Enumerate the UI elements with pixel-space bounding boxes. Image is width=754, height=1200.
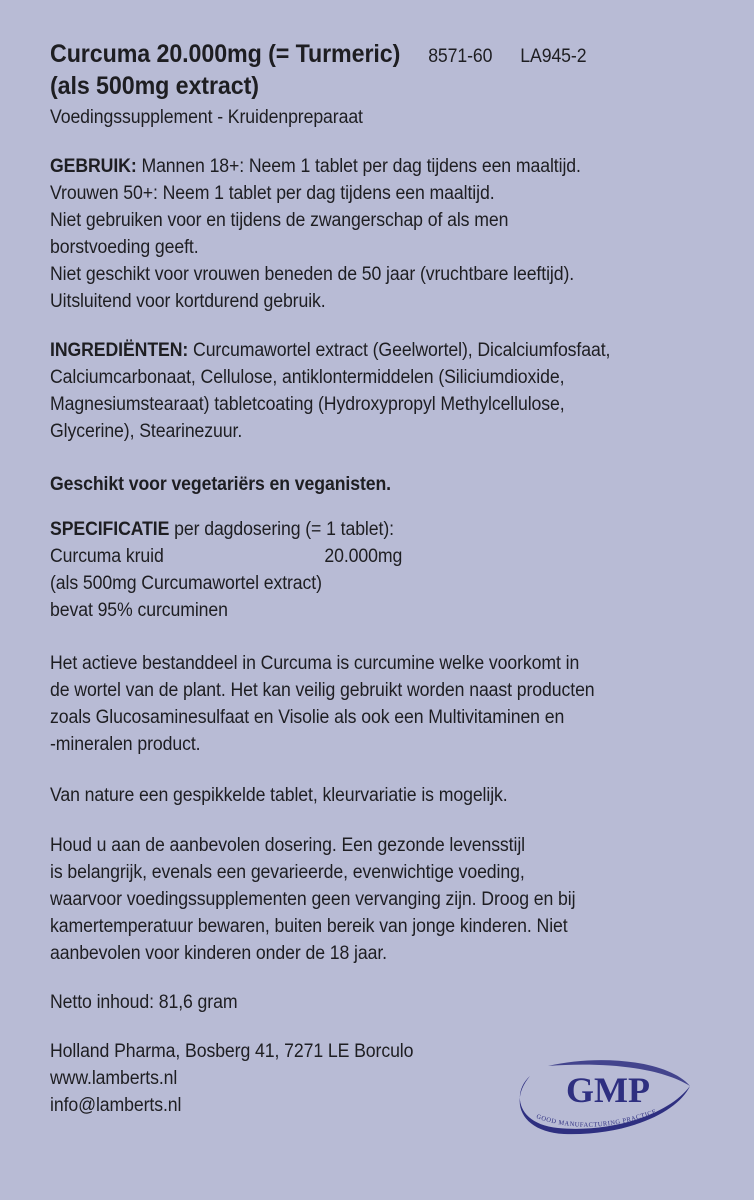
- description-line: Het actieve bestanddeel in Curcuma is curcumine welke voorkomt in: [50, 653, 580, 674]
- batch-code: LA945-2: [520, 46, 587, 67]
- vegan-note: Geschikt voor vegetariërs en veganisten.: [50, 474, 392, 495]
- specification-item-value: 20.000mg: [324, 546, 403, 567]
- email-link[interactable]: info@lamberts.nl: [50, 1095, 182, 1116]
- tablet-note: Van nature een gespikkelde tablet, kleurvariatie is mogelijk.: [50, 785, 508, 806]
- product-title: Curcuma 20.000mg (= Turmeric): [50, 40, 401, 68]
- specification-line: bevat 95% curcuminen: [50, 600, 228, 621]
- usage-line: Niet geschikt voor vrouwen beneden de 50 jaar (vruchtbare leeftijd).: [50, 264, 575, 285]
- product-subtitle: (als 500mg extract): [50, 72, 259, 100]
- ingredients-line: Calciumcarbonaat, Cellulose, antiklontermiddelen (Siliciumdioxide,: [50, 367, 565, 388]
- ingredients-section: [50, 337, 664, 445]
- website-link[interactable]: www.lamberts.nl: [50, 1068, 178, 1089]
- ingredients-label: INGREDIËNTEN:: [50, 340, 189, 361]
- advice-line: is belangrijk, evenals een gevarieerde, evenwichtige voeding,: [50, 862, 525, 883]
- product-category: Voedingssupplement - Kruidenpreparaat: [50, 107, 363, 128]
- ingredients-line: Magnesiumstearaat) tabletcoating (Hydroxypropyl Methylcellulose,: [50, 394, 565, 415]
- specification-line: [50, 516, 664, 543]
- usage-line: Uitsluitend voor kortdurend gebruik.: [50, 291, 326, 312]
- advice-line: Houd u aan de aanbevolen dosering. Een gezonde levensstijl: [50, 835, 525, 856]
- advice-section: [50, 832, 664, 967]
- usage-line: Vrouwen 50+: Neem 1 tablet per dag tijdens een maaltijd.: [50, 183, 495, 204]
- ingredients-line: Glycerine), Stearinezuur.: [50, 421, 243, 442]
- usage-label: GEBRUIK:: [50, 156, 137, 177]
- usage-section: [50, 153, 664, 315]
- label-content: [50, 38, 664, 1119]
- product-code: 8571-60: [428, 46, 493, 67]
- description-section: [50, 650, 664, 758]
- specification-label: SPECIFICATIE: [50, 519, 170, 540]
- specification-intro: per dagdosering (= 1 tablet):: [169, 519, 394, 540]
- gmp-logo-tagline: [535, 1108, 657, 1129]
- gmp-logo: [508, 1056, 698, 1136]
- net-content: Netto inhoud: 81,6 gram: [50, 992, 238, 1013]
- description-line: zoals Glucosaminesulfaat en Visolie als ook een Multivitaminen en: [50, 707, 565, 728]
- ingredients-line: [50, 337, 664, 364]
- usage-line: Niet gebruiken voor en tijdens de zwangerschap of als men: [50, 210, 509, 231]
- usage-text: Mannen 18+: Neem 1 tablet per dag tijdens een maaltijd.: [136, 156, 581, 177]
- specification-item: [50, 543, 664, 570]
- description-line: -mineralen product.: [50, 734, 201, 755]
- advice-line: kamertemperatuur bewaren, buiten bereik van jonge kinderen. Niet: [50, 916, 568, 937]
- gmp-logo-text: GMP: [566, 1070, 650, 1110]
- advice-line: aanbevolen voor kinderen onder de 18 jaar.: [50, 943, 387, 964]
- gmp-logo-tagline-path: GOOD MANUFACTURING PRACTICE: [535, 1108, 658, 1129]
- description-line: de wortel van de plant. Het kan veilig gebruikt worden naast producten: [50, 680, 595, 701]
- company-address: Holland Pharma, Bosberg 41, 7271 LE Borculo: [50, 1041, 414, 1062]
- specification-section: [50, 516, 664, 624]
- advice-line: waarvoor voedingssupplementen geen vervanging zijn. Droog en bij: [50, 889, 576, 910]
- ingredients-text: Curcumawortel extract (Geelwortel), Dicalciumfosfaat,: [188, 340, 611, 361]
- specification-line: (als 500mg Curcumawortel extract): [50, 573, 322, 594]
- specification-item-name: Curcuma kruid: [50, 546, 164, 567]
- title-row: [50, 38, 664, 70]
- usage-line: [50, 153, 664, 180]
- usage-line: borstvoeding geeft.: [50, 237, 199, 258]
